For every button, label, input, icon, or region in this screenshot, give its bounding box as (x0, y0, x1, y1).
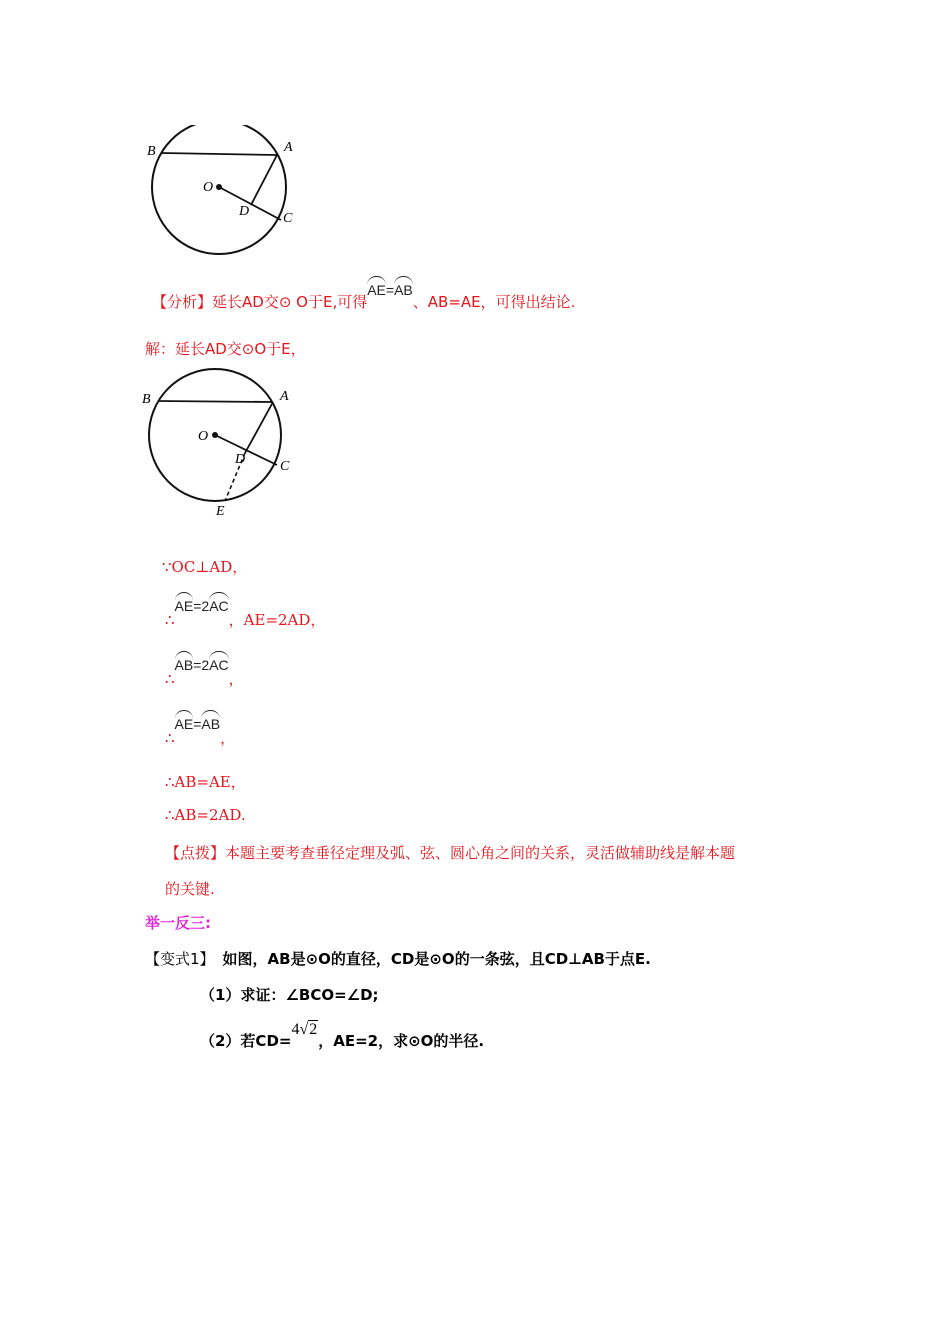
analysis-text-after: 、AB=AE，可得出结论. (412, 293, 576, 311)
label-b: B (147, 144, 156, 159)
label-d: D (235, 452, 246, 467)
label-a: A (280, 389, 289, 404)
coef-text: =2 (193, 657, 210, 673)
tip-tag: 【点拨】 (165, 844, 226, 862)
analysis-line (152, 282, 576, 312)
arc-ab: AB (175, 651, 194, 673)
arc-ab: AB (201, 710, 220, 732)
therefore-symbol: ∴ (165, 670, 175, 688)
arc-ac: AC (209, 592, 228, 614)
equals-sign: = (193, 716, 202, 732)
segment-oc (215, 435, 277, 465)
part-1: （1）求证：∠BCO=∠D; (200, 986, 379, 1004)
sqrt-expression (291, 1021, 318, 1038)
variant-question (145, 948, 651, 969)
part-2-before: （2）若CD= (200, 1032, 292, 1050)
chord-ab (162, 153, 277, 155)
label-o: O (203, 180, 214, 195)
therefore-symbol: ∴ (165, 611, 175, 629)
analysis-tag: 【分析】 (152, 293, 213, 311)
solution-line-5: ∴AB=AE， (165, 773, 246, 791)
tip-text-1: 本题主要考查垂径定理及弧、弦、圆心角之间的关系，灵活做辅助线是解本题 (225, 844, 736, 862)
solution-line-4 (165, 714, 236, 747)
arc-ae: AE (367, 276, 386, 298)
part-2-after: ，AE=2，求⊙O的半径. (318, 1032, 485, 1050)
center-point (212, 432, 218, 438)
sqrt-coef: 4 (291, 1021, 300, 1038)
analysis-text-before: 延长AD交⊙ O于E,可得 (212, 293, 368, 311)
therefore-symbol: ∴ (165, 729, 175, 747)
equals-sign: = (385, 282, 395, 298)
variant-question-text: 如图，AB是⊙O的直径，CD是⊙O的一条弦，且CD⊥AB于点E. (222, 950, 651, 968)
line-2-after: ，AE=2AD， (228, 611, 326, 629)
solution-intro: 解：延长AD交⊙O于E， (145, 340, 306, 358)
chord-ab (158, 401, 273, 402)
line-3-after: ， (228, 670, 244, 688)
sqrt-radicand: 2 (309, 1021, 318, 1038)
line-4-after: ， (220, 729, 236, 747)
segment-ad (251, 155, 277, 205)
circle-figure-2 (140, 362, 300, 522)
arc-ae: AE (175, 710, 194, 732)
arc-ae: AE (175, 592, 194, 614)
tip-line-1 (165, 842, 735, 863)
center-point (216, 184, 222, 190)
label-a: A (284, 140, 293, 155)
arc-ac: AC (209, 651, 228, 673)
tip-line-2: 的关键. (165, 880, 215, 898)
segment-oc (219, 187, 281, 220)
segment-ad (245, 402, 273, 453)
label-c: C (283, 211, 293, 226)
arc-ab: AB (394, 276, 413, 298)
solution-line-1: ∵OC⊥AD， (162, 558, 248, 576)
label-b: B (142, 392, 151, 407)
practice-heading: 举一反三: (145, 914, 211, 932)
label-c: C (280, 459, 290, 474)
part-2 (200, 1021, 485, 1051)
analysis-formula (367, 282, 413, 298)
solution-line-3 (165, 655, 244, 688)
solution-line-2 (165, 596, 326, 629)
solution-line-6: ∴AB=2AD. (165, 806, 246, 824)
variant-tag: 【变式1】 (145, 950, 215, 968)
label-e: E (216, 504, 225, 519)
label-d: D (239, 204, 250, 219)
label-o: O (198, 429, 209, 444)
coef-text: =2 (193, 598, 210, 614)
sqrt-icon: √ (299, 1021, 309, 1038)
circle-figure-1 (140, 125, 305, 265)
